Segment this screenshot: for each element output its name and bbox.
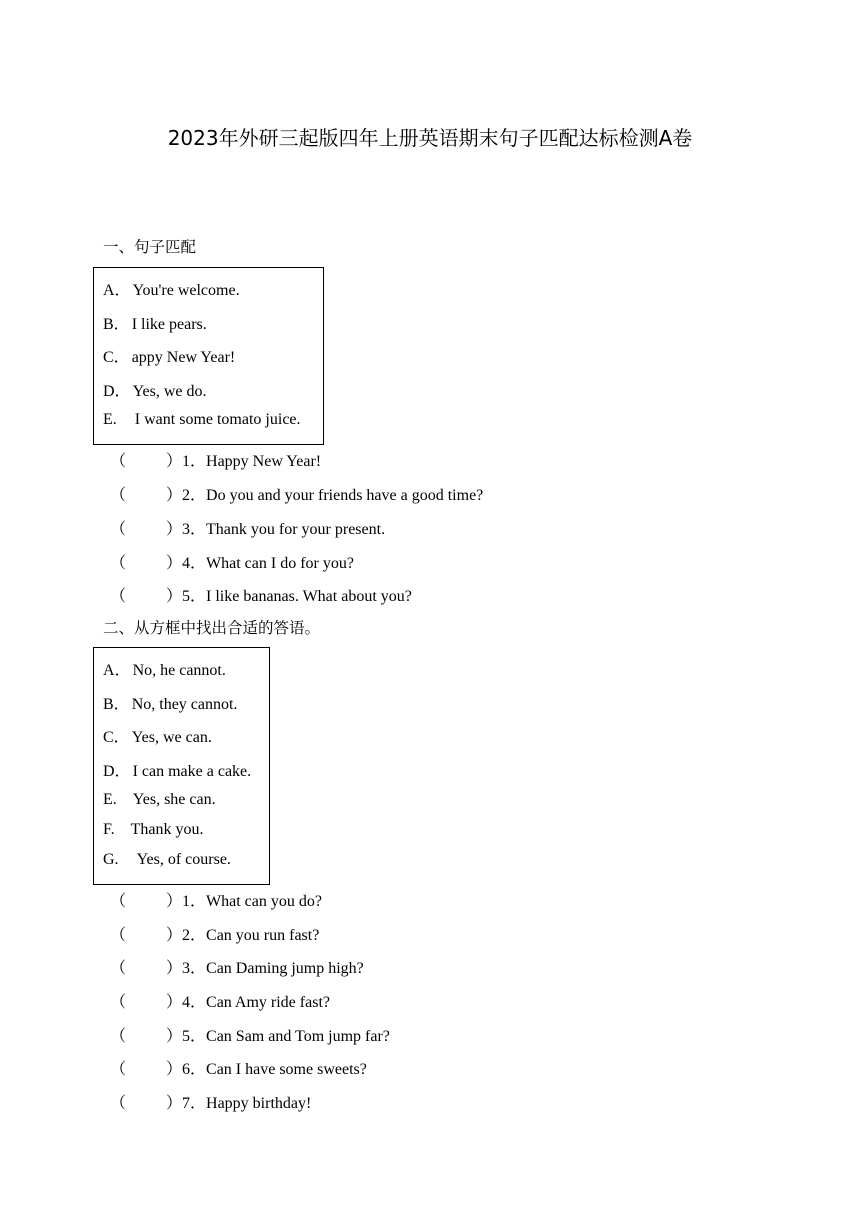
question-text: What can you do? (206, 893, 322, 910)
answer-blank-open: （ (110, 893, 127, 910)
answer-blank-open: （ (110, 960, 127, 977)
answer-blank-open: （ (110, 994, 127, 1011)
option-f (103, 821, 204, 839)
option-letter: B． (103, 696, 130, 713)
section-2-question-3 (110, 955, 364, 978)
option-text: You're welcome. (132, 282, 240, 299)
question-number: 1． (182, 893, 207, 910)
section-2-heading: 二、从方框中找出合适的答语。 (103, 619, 321, 637)
section-1-question-5 (110, 583, 412, 606)
answer-blank-close: ） (166, 521, 183, 538)
question-text: Can Amy ride fast? (206, 994, 330, 1011)
section-1-question-1 (110, 448, 321, 471)
answer-blank-open: （ (110, 1061, 127, 1078)
answer-blank-close: ） (166, 1028, 183, 1045)
answer-blank-close: ） (166, 994, 183, 1011)
section-2-question-7 (110, 1090, 311, 1113)
answer-blank-open: （ (110, 555, 127, 572)
question-text: Can Sam and Tom jump far? (206, 1028, 390, 1045)
answer-blank-open: （ (110, 927, 127, 944)
section-2-options-box (93, 647, 270, 885)
option-c (103, 724, 212, 747)
option-d (103, 758, 251, 781)
question-text: Happy birthday! (206, 1095, 312, 1112)
page-title: 2023年外研三起版四年上册英语期末句子匹配达标检测A卷 (167, 126, 693, 150)
answer-blank-close: ） (166, 1095, 183, 1112)
option-text: Yes, we do. (132, 383, 207, 400)
option-letter: C． (103, 349, 130, 366)
option-d (103, 378, 207, 401)
option-text: I want some tomato juice. (134, 411, 301, 428)
option-letter: D． (103, 383, 131, 400)
option-text: I like pears. (131, 316, 207, 333)
option-text: Thank you. (130, 821, 204, 838)
option-text: Yes, of course. (136, 851, 231, 868)
question-text: What can I do for you? (206, 555, 354, 572)
answer-blank-open: （ (110, 521, 127, 538)
answer-blank-open: （ (110, 1028, 127, 1045)
option-a (103, 277, 240, 300)
question-number: 3． (182, 960, 207, 977)
question-number: 3． (182, 521, 207, 538)
question-text: I like bananas. What about you? (206, 588, 412, 605)
answer-blank-open: （ (110, 453, 127, 470)
section-1-question-3 (110, 516, 385, 539)
section-1-question-4 (110, 550, 354, 573)
option-text: Yes, she can. (132, 791, 216, 808)
option-letter: E. (103, 411, 117, 428)
question-text: Happy New Year! (206, 453, 322, 470)
option-b (103, 691, 237, 714)
question-text: Do you and your friends have a good time? (206, 487, 484, 504)
section-2-question-2 (110, 922, 319, 945)
question-text: Thank you for your present. (206, 521, 386, 538)
answer-blank-close: ） (166, 588, 183, 605)
section-1-options-box (93, 267, 324, 445)
section-1-heading: 一、句子匹配 (103, 238, 197, 256)
question-number: 1． (182, 453, 207, 470)
option-c (103, 344, 235, 367)
section-2-question-4 (110, 989, 330, 1012)
option-a (103, 657, 226, 680)
question-number: 2． (182, 487, 207, 504)
option-text: No, he cannot. (132, 662, 226, 679)
option-text: I can make a cake. (132, 763, 252, 780)
answer-blank-close: ） (166, 453, 183, 470)
answer-blank-open: （ (110, 588, 127, 605)
question-number: 7． (182, 1095, 207, 1112)
answer-blank-close: ） (166, 927, 183, 944)
question-number: 4． (182, 994, 207, 1011)
question-number: 2． (182, 927, 207, 944)
question-text: Can Daming jump high? (206, 960, 364, 977)
option-text: Yes, we can. (131, 729, 212, 746)
option-letter: B． (103, 316, 130, 333)
answer-blank-open: （ (110, 487, 127, 504)
option-text: appy New Year! (131, 349, 236, 366)
option-e (103, 791, 216, 809)
question-number: 4． (182, 555, 207, 572)
option-letter: G. (103, 851, 119, 868)
answer-blank-open: （ (110, 1095, 127, 1112)
answer-blank-close: ） (166, 555, 183, 572)
option-letter: A． (103, 662, 131, 679)
option-letter: C． (103, 729, 130, 746)
answer-blank-close: ） (166, 487, 183, 504)
question-text: Can you run fast? (206, 927, 320, 944)
option-b (103, 311, 207, 334)
option-g (103, 851, 231, 869)
answer-blank-close: ） (166, 1061, 183, 1078)
question-text: Can I have some sweets? (206, 1061, 367, 1078)
question-number: 5． (182, 588, 207, 605)
section-1-question-2 (110, 482, 483, 505)
question-number: 5． (182, 1028, 207, 1045)
option-letter: F. (103, 821, 115, 838)
answer-blank-close: ） (166, 893, 183, 910)
question-number: 6． (182, 1061, 207, 1078)
option-text: No, they cannot. (131, 696, 238, 713)
option-letter: D． (103, 763, 131, 780)
answer-blank-close: ） (166, 960, 183, 977)
option-letter: A． (103, 282, 131, 299)
option-letter: E. (103, 791, 117, 808)
section-2-question-5 (110, 1023, 390, 1046)
option-e (103, 411, 301, 429)
section-2-question-1 (110, 888, 322, 911)
section-2-question-6 (110, 1056, 367, 1079)
